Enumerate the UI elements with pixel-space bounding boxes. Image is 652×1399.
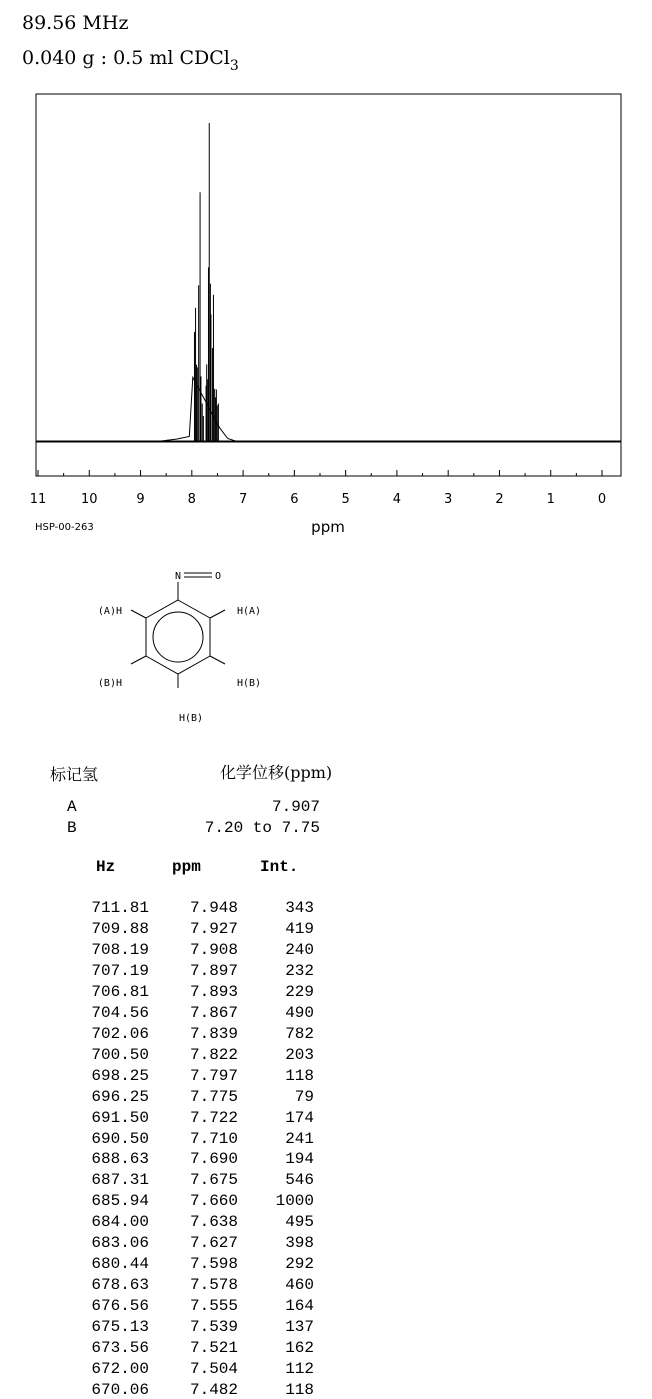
- peak-table-cell: 670.06: [91, 1380, 149, 1399]
- peak-table-cell: 7.775: [189, 1087, 238, 1106]
- sample-subscript: 3: [229, 58, 239, 74]
- peak-table-cell: 164: [285, 1297, 314, 1315]
- peak-table-cell: 7.893: [189, 982, 238, 1001]
- peak-table-cell: 708.19: [91, 940, 149, 959]
- peak-table-cell: 7.660: [189, 1192, 238, 1211]
- peak-table-cell: 241: [285, 1129, 314, 1148]
- x-tick-label-9: 9: [136, 492, 145, 507]
- peak-table-cell: 782: [285, 1024, 314, 1043]
- peak-table-cell: 7.690: [189, 1150, 238, 1169]
- x-tick-label-8: 8: [187, 492, 196, 507]
- assignment-header-hydrogen: 标记氢: [50, 765, 99, 784]
- peak-table-cell: 7.578: [189, 1276, 238, 1295]
- h-label-upper-right: H(A): [237, 606, 262, 617]
- peak-table-cell: 680.44: [91, 1255, 149, 1274]
- bonds: [131, 573, 225, 688]
- peak-table-cell: 7.482: [189, 1380, 238, 1399]
- peak-table-cell: 419: [285, 920, 314, 938]
- x-tick-label-7: 7: [238, 492, 248, 507]
- peak-table-cell: 7.539: [189, 1318, 238, 1336]
- peak-table-header: Hz: [96, 858, 116, 876]
- peak-table-cell: 460: [285, 1276, 314, 1295]
- peak-table-cell: 691.50: [91, 1108, 149, 1127]
- nitrosobenzene-structure: [60, 560, 300, 730]
- peak-table-cell: 79: [294, 1087, 314, 1106]
- x-tick-label-6: 6: [290, 492, 299, 507]
- peak-table-cell: 546: [285, 1171, 314, 1190]
- peak-table-cell: 118: [285, 1380, 314, 1399]
- assignment-label: A: [67, 798, 77, 816]
- peak-table-cell: 7.521: [189, 1339, 238, 1357]
- peak-table-cell: 7.710: [189, 1129, 238, 1148]
- peak-table-cell: 673.56: [91, 1339, 149, 1357]
- peak-table-cell: 7.822: [189, 1045, 238, 1064]
- x-tick-label-4: 4: [392, 492, 402, 507]
- peak-table-cell: 683.06: [91, 1234, 149, 1253]
- peak-table-cell: 7.675: [189, 1171, 238, 1190]
- h-label-lower-right: H(B): [237, 678, 262, 689]
- peak-table-cell: 7.504: [189, 1359, 238, 1378]
- peak-table-cell: 174: [285, 1108, 314, 1127]
- peak-table-cell: 711.81: [91, 899, 149, 917]
- x-tick-label-10: 10: [80, 492, 98, 507]
- peak-table-cell: 7.908: [189, 940, 238, 959]
- peak-table-cell: 688.63: [91, 1150, 149, 1169]
- peak-table-cell: 240: [285, 940, 314, 959]
- spectrum-code: HSP-00-263: [35, 522, 94, 533]
- assignment-header-shift: 化学位移(ppm): [220, 763, 333, 782]
- sample-text: 0.040 g : 0.5 ml CDCl: [22, 47, 230, 69]
- assignment-shift: 7.907: [271, 798, 320, 816]
- x-axis-label: ppm: [311, 518, 345, 536]
- peak-table-cell: 700.50: [91, 1045, 149, 1064]
- peak-table-cell: 7.897: [189, 961, 238, 980]
- h-label-bottom: H(B): [178, 713, 204, 724]
- x-tick-label-3: 3: [444, 492, 453, 507]
- peak-table-cell: 7.722: [189, 1108, 238, 1127]
- oxygen-atom: O: [214, 571, 222, 582]
- x-tick-label-0: 0: [597, 492, 607, 507]
- h-label-upper-left: (A)H: [97, 606, 122, 617]
- assignment-shift: 7.20 to 7.75: [204, 819, 320, 837]
- sample-description: [22, 47, 239, 74]
- h-label-lower-left: (B)H: [97, 678, 122, 689]
- peak-table-cell: 690.50: [91, 1129, 149, 1148]
- peak-table-cell: 232: [285, 961, 314, 980]
- peak-table-cell: 698.25: [91, 1066, 149, 1085]
- nmr-spectrum-chart: [0, 88, 652, 538]
- peak-table-cell: 706.81: [91, 982, 149, 1001]
- peak-table-cell: 676.56: [91, 1297, 149, 1315]
- nitrogen-atom: N: [174, 571, 182, 582]
- peak-table-cell: 7.797: [189, 1066, 238, 1085]
- peak-table-cell: 490: [285, 1003, 314, 1022]
- peak-table-cell: 398: [285, 1234, 314, 1253]
- peak-table-cell: 678.63: [91, 1276, 149, 1295]
- x-tick-label-11: 11: [29, 492, 47, 507]
- peak-table-cell: 137: [285, 1318, 314, 1336]
- peak-table-cell: 194: [285, 1150, 314, 1169]
- x-tick-label-5: 5: [341, 492, 350, 507]
- peak-table-cell: 687.31: [91, 1171, 149, 1190]
- peak-table-cell: 112: [285, 1359, 314, 1378]
- peak-table-cell: 7.638: [189, 1213, 238, 1232]
- peak-table-cell: 704.56: [91, 1003, 149, 1022]
- spectrometer-frequency: 89.56 MHz: [22, 12, 129, 34]
- peak-table-cell: 7.948: [189, 899, 238, 917]
- peak-table-cell: 1000: [275, 1192, 314, 1211]
- peak-table-cell: 707.19: [91, 961, 149, 980]
- plot-frame: [36, 94, 621, 476]
- peak-table-cell: 7.867: [189, 1003, 238, 1022]
- peak-table-cell: 203: [285, 1045, 314, 1064]
- peak-table-cell: 7.555: [189, 1297, 238, 1315]
- x-tick-label-1: 1: [546, 492, 555, 507]
- peak-table-cell: 7.839: [189, 1024, 238, 1043]
- peak-table-cell: 118: [285, 1066, 314, 1085]
- peak-table-cell: 702.06: [91, 1024, 149, 1043]
- x-tick-label-2: 2: [495, 492, 504, 507]
- peak-table-cell: 672.00: [91, 1359, 149, 1378]
- peak-table-cell: 7.627: [189, 1234, 238, 1253]
- assignment-label: B: [67, 819, 77, 837]
- peak-table-cell: 685.94: [91, 1192, 149, 1211]
- peak-table-cell: 684.00: [91, 1213, 149, 1232]
- peak-table-cell: 7.598: [189, 1255, 238, 1274]
- peak-table-cell: 7.927: [189, 920, 238, 938]
- peak-table-cell: 675.13: [91, 1318, 149, 1336]
- peak-table-cell: 292: [285, 1255, 314, 1274]
- peak-table-cell: 229: [285, 982, 314, 1001]
- peak-table-cell: 709.88: [91, 920, 149, 938]
- spectrum-trace: [36, 123, 621, 441]
- peak-table-header: Int.: [260, 858, 299, 876]
- peak-table-cell: 343: [285, 899, 314, 917]
- peak-table-cell: 162: [285, 1339, 314, 1357]
- peak-table-header: ppm: [172, 858, 201, 876]
- benzene-ring: [146, 600, 210, 674]
- peak-table-cell: 696.25: [91, 1087, 149, 1106]
- peak-table-cell: 495: [285, 1213, 314, 1232]
